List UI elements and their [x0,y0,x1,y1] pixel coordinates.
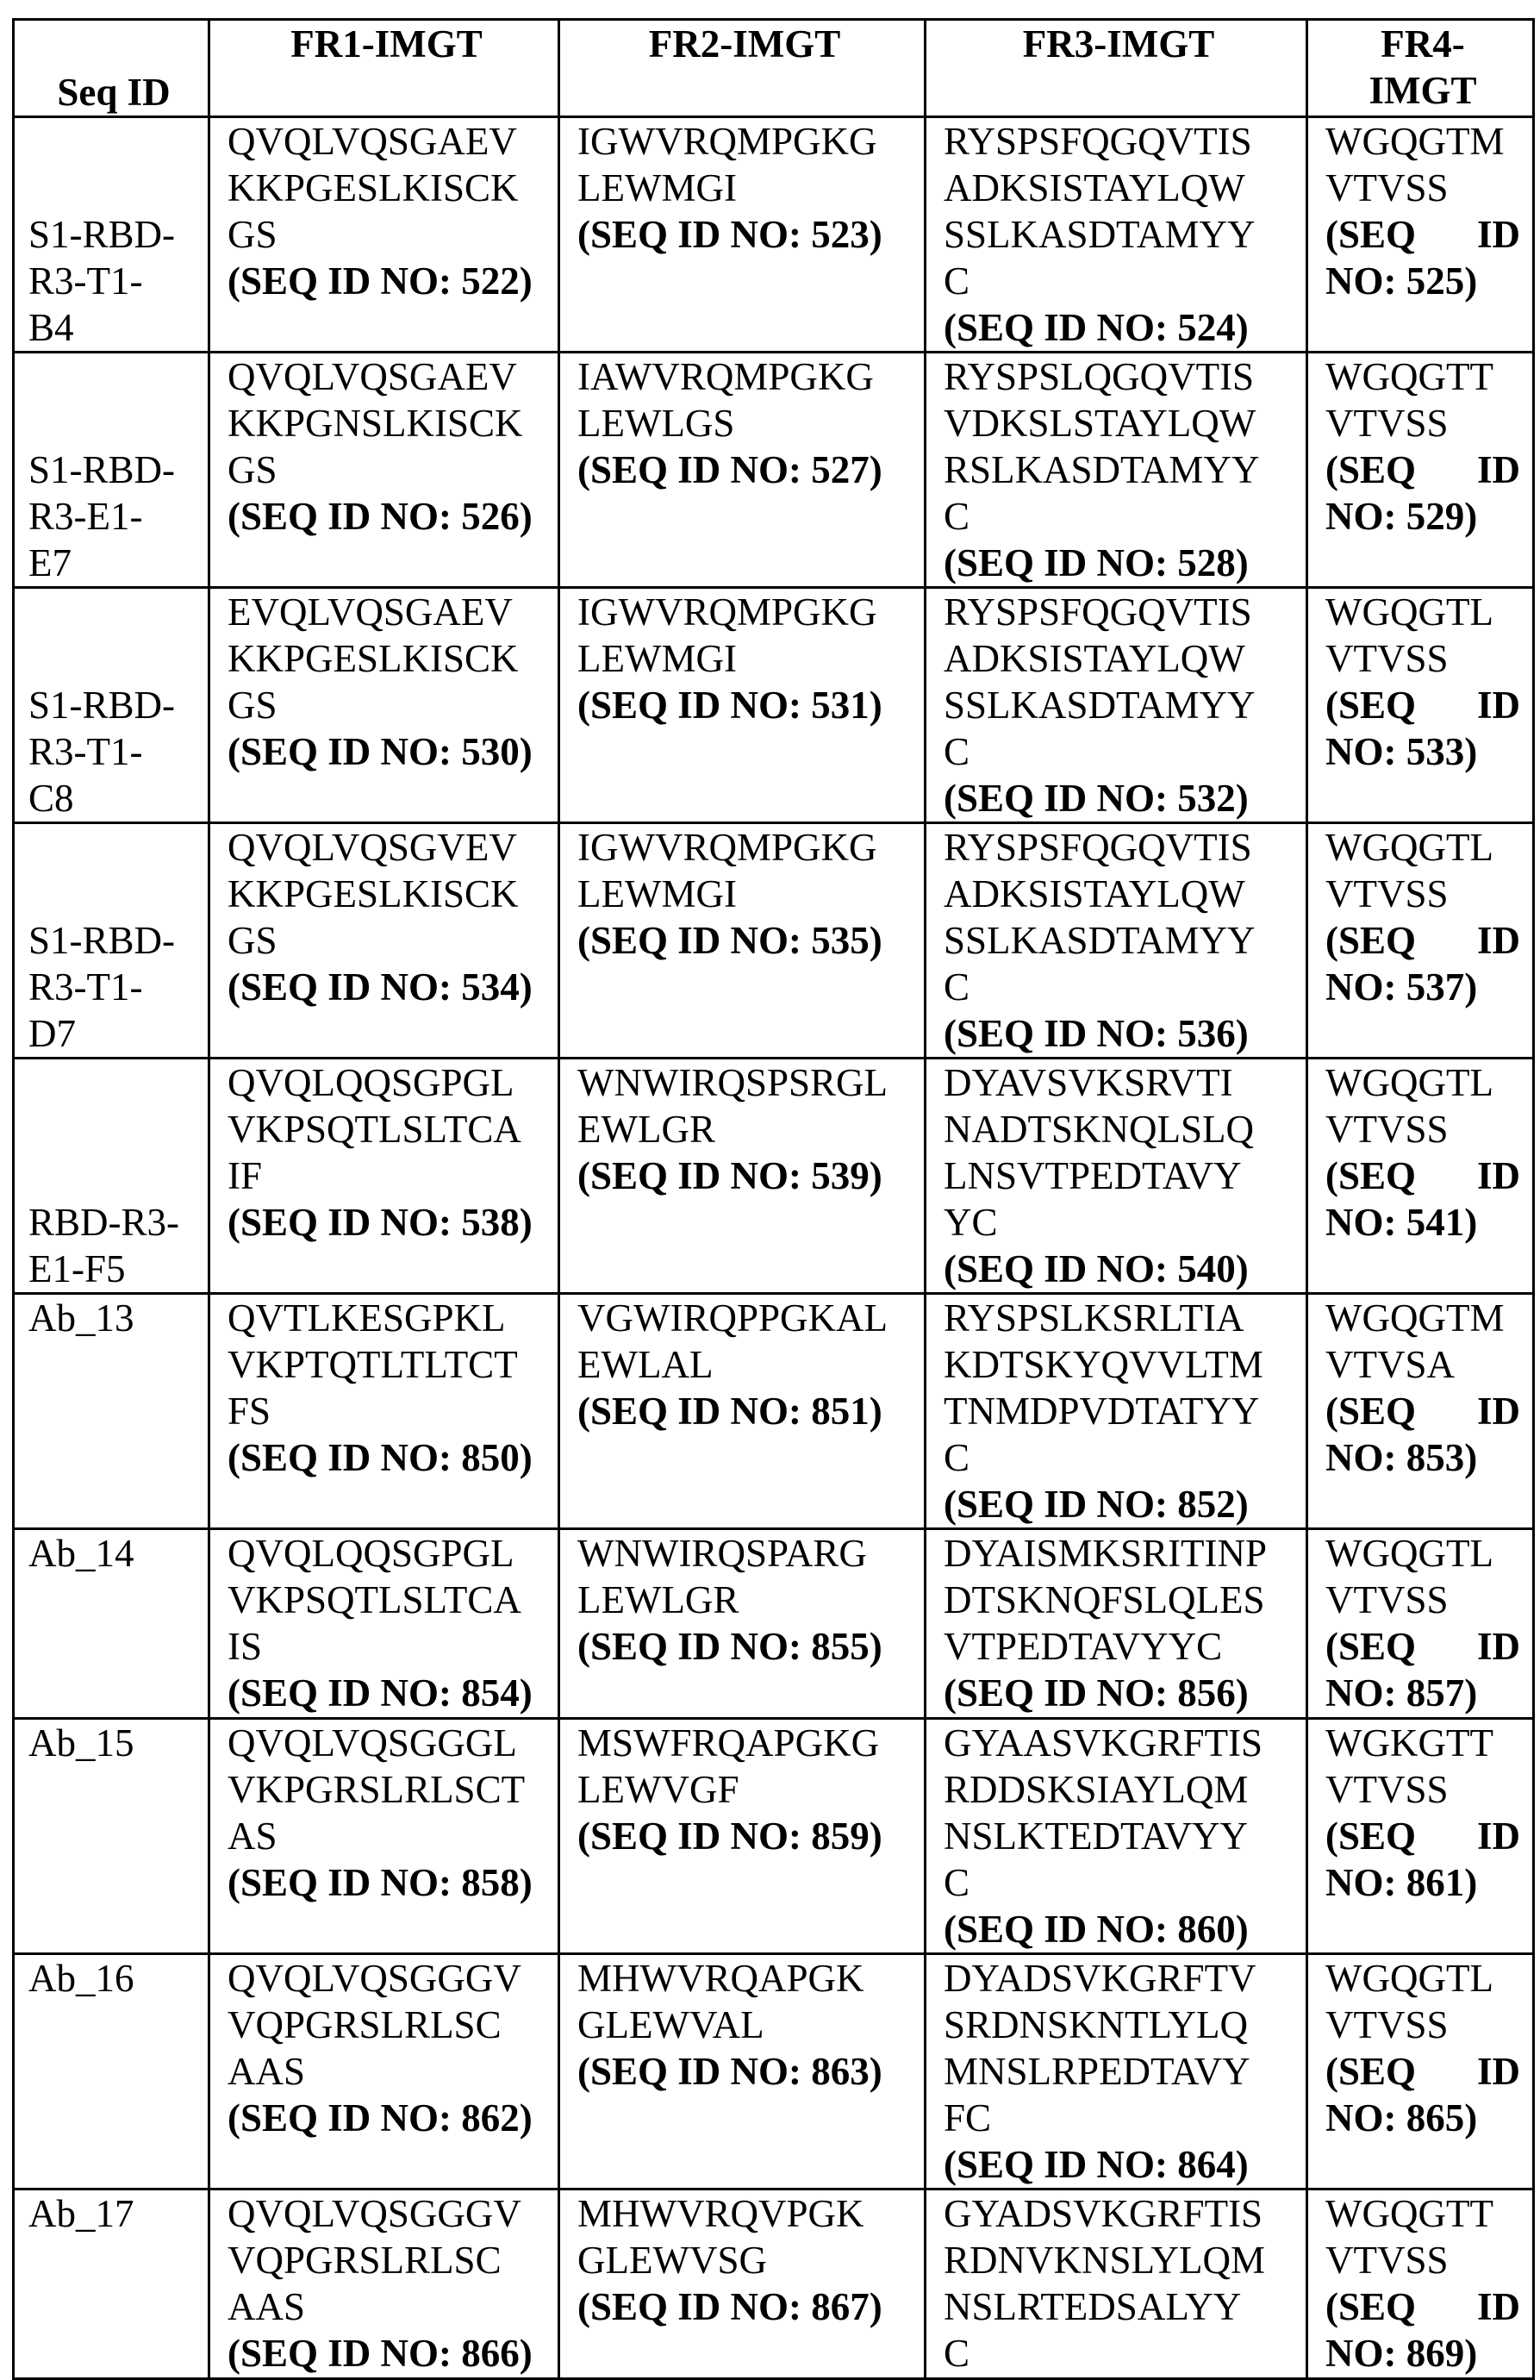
sequence-line: VTVSS [1325,871,1520,917]
ref-part: NO: 865) [1325,2095,1520,2141]
sequence-line: ADKSISTAYLQW [944,165,1294,211]
table-row [14,1719,1534,1954]
header-text: FR2-IMGT [577,21,912,67]
fr1-cell [209,1954,559,2189]
fr3-cell [926,1529,1307,1719]
seq-id-text: Ab_17 [28,2190,196,2237]
sequence-line: VTPEDTAVYYC [944,1623,1294,1670]
ref-part: NO: 537) [1325,964,1520,1010]
seq-id-reference: (SEQ ID NO: 860) [944,1906,1294,1952]
sequence-line: GS [228,447,546,493]
seq-id-reference: (SEQ ID NO: 863) [577,2048,912,2095]
sequence-line: WGKGTT [1325,1720,1520,1766]
sequence-line: C [944,1859,1294,1906]
seq-id-text: R3-E1- [28,493,196,540]
sequence-line: MHWVRQAPGK [577,1955,912,2002]
ref-part: (SEQ [1325,211,1416,258]
seq-id-text: S1-RBD- [28,211,196,258]
sequence-line: QVTLKESGPKL [228,1295,546,1341]
sequence-line: SSLKASDTAMYY [944,682,1294,728]
sequence-line: SSLKASDTAMYY [944,917,1294,964]
ref-part: (SEQ [1325,2283,1416,2330]
sequence-line: VDKSLSTAYLQW [944,400,1294,447]
seq-id-reference: (SEQ ID NO: 856) [944,1670,1294,1716]
sequence-line: FS [228,1388,546,1434]
sequence-line: C [944,1434,1294,1481]
framework-region-table [12,18,1535,2380]
table-row [14,117,1534,353]
fr4-cell [1307,588,1534,823]
sequence-line: MNSLRPEDTAVY [944,2048,1294,2095]
sequence-line: GS [228,917,546,964]
sequence-line: WGQGTL [1325,589,1520,635]
fr1-cell [209,1529,559,1719]
sequence-line: EVQLVQSGAEV [228,589,546,635]
ref-part: (SEQ [1325,1623,1416,1670]
sequence-line: RYSPSFQGQVTIS [944,118,1294,165]
table-row [14,1294,1534,1529]
sequence-line: GYADSVKGRFTIS [944,2190,1294,2237]
seq-id-cell [14,823,209,1059]
fr4-cell [1307,1294,1534,1529]
table-row [14,823,1534,1059]
fr2-cell [559,2189,926,2379]
sequence-line: VTVSA [1325,1341,1520,1388]
sequence-line: KDTSKYQVVLTM [944,1341,1294,1388]
seq-id-text: S1-RBD- [28,917,196,964]
sequence-line: TNMDPVDTATYY [944,1388,1294,1434]
column-header-fr2 [559,20,926,117]
seq-id-reference: (SEQ ID NO: 532) [944,775,1294,821]
sequence-line: WGQGTT [1325,353,1520,400]
sequence-line: VGWIRQPPGKAL [577,1295,912,1341]
seq-id-cell [14,1059,209,1294]
seq-id-reference: (SEQ ID NO: 536) [944,1010,1294,1057]
sequence-line: WGQGTL [1325,1530,1520,1577]
seq-id-reference: (SEQ ID NO: 850) [228,1434,546,1481]
ref-part: NO: 869) [1325,2330,1520,2377]
fr4-cell [1307,353,1534,588]
table-row [14,1059,1534,1294]
seq-id-reference: (SEQ ID NO: 538) [228,1199,546,1246]
seq-id-cell [14,1294,209,1529]
sequence-line: RDNVKNSLYLQM [944,2237,1294,2283]
column-header-fr1 [209,20,559,117]
ref-part: ID [1477,447,1520,493]
sequence-line: IF [228,1153,546,1199]
sequence-line: LEWVGF [577,1766,912,1813]
fr4-cell [1307,2189,1534,2379]
sequence-line: WNWIRQSPSRGL [577,1059,912,1106]
fr3-cell [926,117,1307,353]
fr2-cell [559,588,926,823]
seq-id-text: Ab_15 [28,1720,196,1766]
ref-part: ID [1477,1388,1520,1434]
sequence-line: VTVSS [1325,2237,1520,2283]
sequence-line: MSWFRQAPGKG [577,1720,912,1766]
fr4-cell [1307,823,1534,1059]
sequence-line: IAWVRQMPGKG [577,353,912,400]
sequence-line: VTVSS [1325,1577,1520,1623]
sequence-line: VTVSS [1325,165,1520,211]
ref-part: NO: 857) [1325,1670,1520,1716]
sequence-line: IS [228,1623,546,1670]
sequence-line: DYADSVKGRFTV [944,1955,1294,2002]
sequence-line: RSLKASDTAMYY [944,447,1294,493]
sequence-line: WGQGTT [1325,2190,1520,2237]
sequence-line: AS [228,1813,546,1859]
sequence-line: QVQLVQSGGGL [228,1720,546,1766]
ref-part: ID [1477,682,1520,728]
sequence-line: VQPGRSLRLSC [228,2002,546,2048]
sequence-line: KKPGESLKISCK [228,871,546,917]
fr3-cell [926,823,1307,1059]
fr1-cell [209,2189,559,2379]
ref-part: ID [1477,917,1520,964]
table-row [14,1954,1534,2189]
ref-part: (SEQ [1325,1813,1416,1859]
ref-part: (SEQ [1325,682,1416,728]
sequence-line: ADKSISTAYLQW [944,635,1294,682]
seq-id-reference: (SEQ ID NO: 859) [577,1813,912,1859]
seq-id-cell [14,117,209,353]
header-text: FR4- [1325,21,1520,67]
sequence-line: ADKSISTAYLQW [944,871,1294,917]
sequence-line: IGWVRQMPGKG [577,824,912,871]
fr3-cell [926,1954,1307,2189]
seq-id-reference: (SEQ ID NO: 531) [577,682,912,728]
seq-id-reference: (SEQ ID NO: 858) [228,1859,546,1906]
fr2-cell [559,1529,926,1719]
sequence-line: DTSKNQFSLQLES [944,1577,1294,1623]
fr1-cell [209,117,559,353]
fr1-cell [209,1719,559,1954]
seq-id-reference: (SEQ ID NO: 866) [228,2330,546,2377]
ref-part: (SEQ [1325,1153,1416,1199]
sequence-line: IGWVRQMPGKG [577,118,912,165]
sequence-line: RDDSKSIAYLQM [944,1766,1294,1813]
column-header-fr3 [926,20,1307,117]
ref-part: ID [1477,211,1520,258]
sequence-line: VKPGRSLRLSCT [228,1766,546,1813]
seq-id-reference [1325,1813,1520,1859]
seq-id-reference: (SEQ ID NO: 528) [944,540,1294,586]
ref-part: (SEQ [1325,2048,1416,2095]
fr3-cell [926,588,1307,823]
sequence-line: VTVSS [1325,1766,1520,1813]
fr2-cell [559,1954,926,2189]
seq-id-reference [1325,2283,1520,2330]
fr3-cell [926,2189,1307,2379]
seq-id-text: E7 [28,540,196,586]
fr3-cell [926,1294,1307,1529]
sequence-line: QVQLVQSGVEV [228,824,546,871]
ref-part: (SEQ [1325,917,1416,964]
fr3-cell [926,1719,1307,1954]
sequence-line: WGQGTL [1325,1955,1520,2002]
sequence-line: KKPGESLKISCK [228,165,546,211]
seq-id-reference: (SEQ ID NO: 522) [228,258,546,304]
seq-id-text: Ab_16 [28,1955,196,2002]
fr2-cell [559,1719,926,1954]
sequence-line: MHWVRQVPGK [577,2190,912,2237]
sequence-line: LEWLGS [577,400,912,447]
sequence-line: AAS [228,2048,546,2095]
header-text: FR1-IMGT [228,21,546,67]
ref-part: ID [1477,2283,1520,2330]
ref-part: NO: 525) [1325,258,1520,304]
sequence-line: VTVSS [1325,2002,1520,2048]
ref-part: NO: 529) [1325,493,1520,540]
fr2-cell [559,823,926,1059]
sequence-line: YC [944,1199,1294,1246]
fr1-cell [209,353,559,588]
seq-id-reference: (SEQ ID NO: 523) [577,211,912,258]
sequence-line: FC [944,2095,1294,2141]
table-row [14,588,1534,823]
ref-part: ID [1477,1153,1520,1199]
fr4-cell [1307,1059,1534,1294]
ref-part: NO: 861) [1325,1859,1520,1906]
sequence-line: GS [228,682,546,728]
sequence-line: C [944,258,1294,304]
ref-part: ID [1477,1623,1520,1670]
sequence-line: VTVSS [1325,1106,1520,1153]
header-text: FR3-IMGT [944,21,1294,67]
seq-id-reference [1325,1388,1520,1434]
sequence-line: IGWVRQMPGKG [577,589,912,635]
sequence-line: QVQLVQSGGGV [228,2190,546,2237]
seq-id-reference: (SEQ ID NO: 535) [577,917,912,964]
sequence-line: VQPGRSLRLSC [228,2237,546,2283]
sequence-line: EWLAL [577,1341,912,1388]
seq-id-reference [1325,1623,1520,1670]
fr1-cell [209,588,559,823]
sequence-line: RYSPSFQGQVTIS [944,824,1294,871]
seq-id-cell [14,1529,209,1719]
seq-id-text: RBD-R3- [28,1199,196,1246]
sequence-line: VKPSQTLSLTCA [228,1106,546,1153]
sequence-line: WGQGTM [1325,1295,1520,1341]
fr2-cell [559,353,926,588]
seq-id-reference: (SEQ ID NO: 534) [228,964,546,1010]
sequence-line: WGQGTL [1325,1059,1520,1106]
fr1-cell [209,1294,559,1529]
sequence-line: C [944,728,1294,775]
seq-id-text: R3-T1- [28,728,196,775]
seq-id-reference: (SEQ ID NO: 851) [577,1388,912,1434]
ref-part: ID [1477,2048,1520,2095]
seq-id-reference [1325,211,1520,258]
fr2-cell [559,1059,926,1294]
sequence-line: KKPGNSLKISCK [228,400,546,447]
seq-id-text: C8 [28,775,196,821]
seq-id-reference: (SEQ ID NO: 864) [944,2141,1294,2188]
sequence-line: EWLGR [577,1106,912,1153]
sequence-line: QVQLQQSGPGL [228,1059,546,1106]
fr3-cell [926,1059,1307,1294]
fr2-cell [559,117,926,353]
sequence-line: QVQLQQSGPGL [228,1530,546,1577]
fr3-cell [926,353,1307,588]
sequence-line: GS [228,211,546,258]
sequence-line: GYAASVKGRFTIS [944,1720,1294,1766]
seq-id-cell [14,2189,209,2379]
seq-id-reference [1325,682,1520,728]
sequence-line: SRDNSKNTLYLQ [944,2002,1294,2048]
fr4-cell [1307,1529,1534,1719]
sequence-line: C [944,964,1294,1010]
seq-id-text: B4 [28,304,196,351]
ref-part: (SEQ [1325,447,1416,493]
sequence-line: VTVSS [1325,635,1520,682]
seq-id-reference: (SEQ ID NO: 862) [228,2095,546,2141]
seq-id-text: Ab_13 [28,1295,196,1341]
sequence-line: KKPGESLKISCK [228,635,546,682]
seq-id-cell [14,1954,209,2189]
seq-id-reference [1325,2048,1520,2095]
fr1-cell [209,823,559,1059]
sequence-line: LNSVTPEDTAVY [944,1153,1294,1199]
fr1-cell [209,1059,559,1294]
seq-id-text: D7 [28,1010,196,1057]
seq-id-text: R3-T1- [28,258,196,304]
seq-id-text: Ab_14 [28,1530,196,1577]
seq-id-reference [1325,447,1520,493]
ref-part: (SEQ [1325,1388,1416,1434]
column-header-fr4 [1307,20,1534,117]
seq-id-text: E1-F5 [28,1246,196,1292]
header-text: IMGT [1325,67,1520,114]
table-row [14,353,1534,588]
sequence-line: LEWMGI [577,165,912,211]
seq-id-reference: (SEQ ID NO: 867) [577,2283,912,2330]
fr4-cell [1307,1954,1534,2189]
sequence-line: DYAVSVKSRVTI [944,1059,1294,1106]
sequence-line: LEWLGR [577,1577,912,1623]
ref-part: NO: 541) [1325,1199,1520,1246]
table-row [14,1529,1534,1719]
seq-id-cell [14,1719,209,1954]
seq-id-reference: (SEQ ID NO: 526) [228,493,546,540]
fr4-cell [1307,117,1534,353]
sequence-line: WNWIRQSPARG [577,1530,912,1577]
sequence-line: NADTSKNQLSLQ [944,1106,1294,1153]
seq-id-reference: (SEQ ID NO: 530) [228,728,546,775]
seq-id-text: R3-T1- [28,964,196,1010]
sequence-line: LEWMGI [577,871,912,917]
seq-id-reference [1325,917,1520,964]
ref-part: ID [1477,1813,1520,1859]
column-header-seq-id [14,20,209,117]
sequence-line: C [944,493,1294,540]
header-text: Seq ID [32,69,196,116]
ref-part: NO: 853) [1325,1434,1520,1481]
sequence-line: LEWMGI [577,635,912,682]
seq-id-cell [14,353,209,588]
seq-id-reference: (SEQ ID NO: 540) [944,1246,1294,1292]
sequence-line: GLEWVSG [577,2237,912,2283]
seq-id-reference [1325,1153,1520,1199]
seq-id-text: S1-RBD- [28,447,196,493]
sequence-line: AAS [228,2283,546,2330]
seq-id-text: S1-RBD- [28,682,196,728]
sequence-line: RYSPSFQGQVTIS [944,589,1294,635]
sequence-line: QVQLVQSGAEV [228,353,546,400]
seq-id-reference: (SEQ ID NO: 527) [577,447,912,493]
ref-part: NO: 533) [1325,728,1520,775]
sequence-line: WGQGTM [1325,118,1520,165]
sequence-line: RYSPSLQGQVTIS [944,353,1294,400]
sequence-line: NSLRTEDSALYY [944,2283,1294,2330]
sequence-line: QVQLVQSGGGV [228,1955,546,2002]
seq-id-reference: (SEQ ID NO: 852) [944,1481,1294,1527]
seq-id-reference: (SEQ ID NO: 524) [944,304,1294,351]
sequence-line: WGQGTL [1325,824,1520,871]
sequence-line: C [944,2330,1294,2377]
sequence-line: RYSPSLKSRLTIA [944,1295,1294,1341]
sequence-line: GLEWVAL [577,2002,912,2048]
sequence-line: VTVSS [1325,400,1520,447]
sequence-line: DYAISMKSRITINP [944,1530,1294,1577]
sequence-line: SSLKASDTAMYY [944,211,1294,258]
sequence-line: VKPSQTLSLTCA [228,1577,546,1623]
header-row [14,20,1534,117]
seq-id-reference: (SEQ ID NO: 539) [577,1153,912,1199]
fr2-cell [559,1294,926,1529]
sequence-line: NSLKTEDTAVYY [944,1813,1294,1859]
seq-id-cell [14,588,209,823]
seq-id-reference: (SEQ ID NO: 854) [228,1670,546,1716]
table-row [14,2189,1534,2379]
sequence-line: VKPTQTLTLTCT [228,1341,546,1388]
seq-id-reference: (SEQ ID NO: 855) [577,1623,912,1670]
sequence-line: QVQLVQSGAEV [228,118,546,165]
fr4-cell [1307,1719,1534,1954]
